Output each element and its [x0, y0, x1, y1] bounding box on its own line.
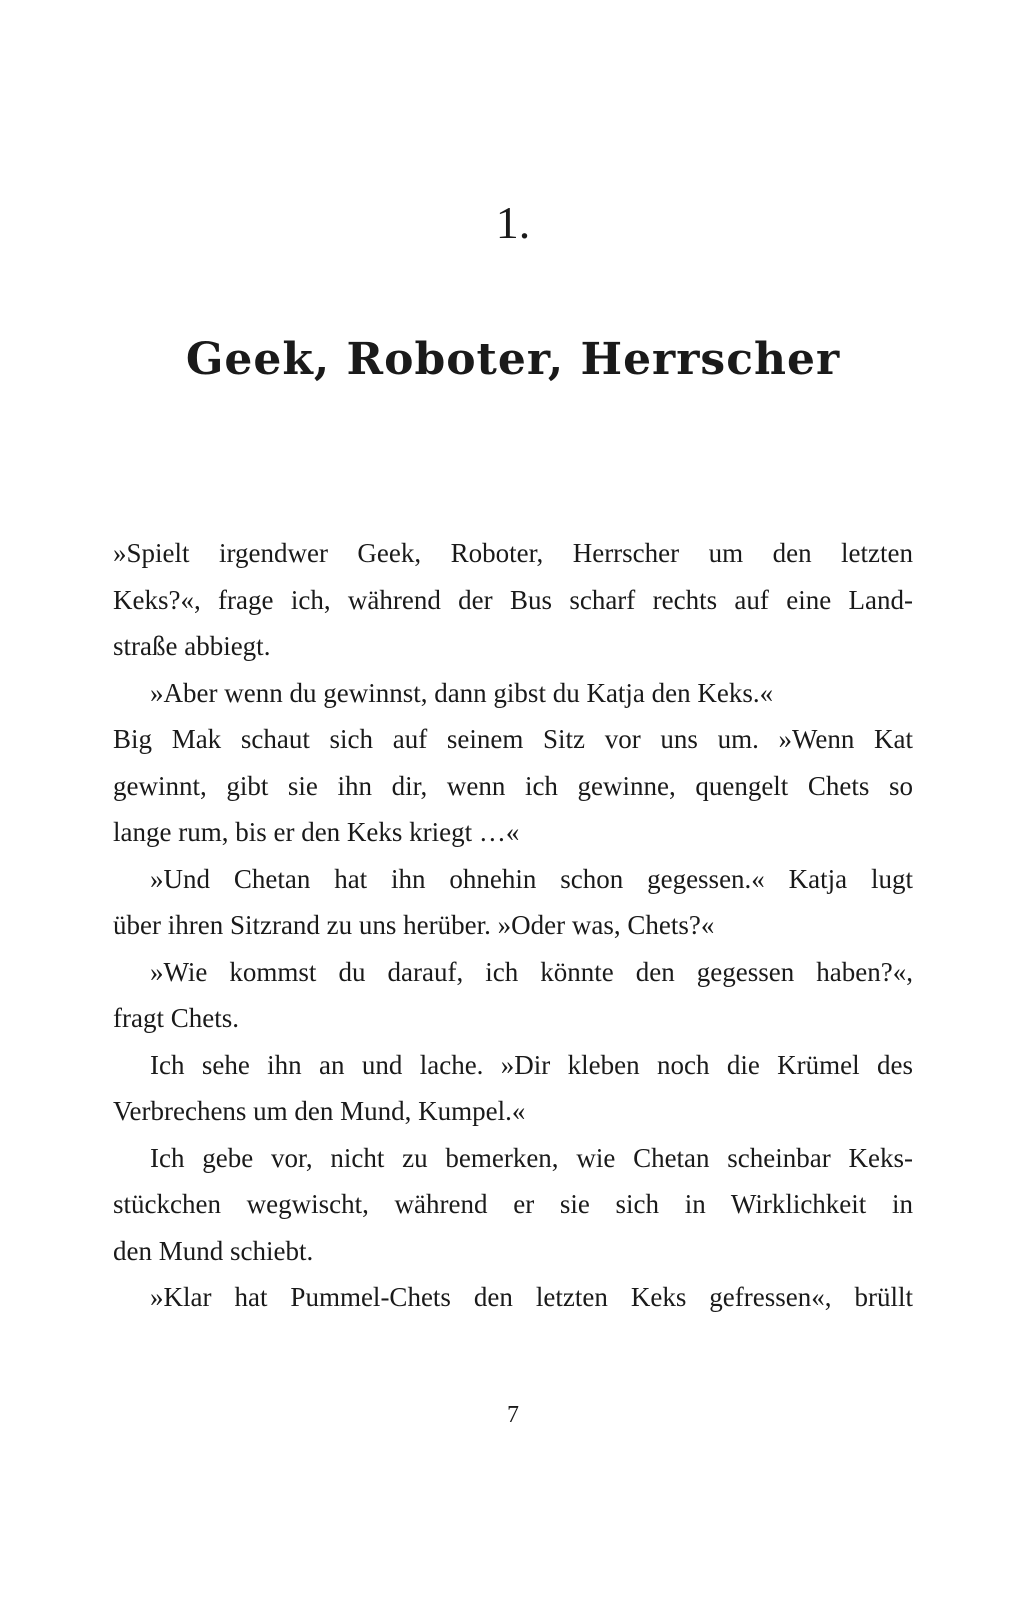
text-line: Big Mak schaut sich auf seinem Sitz vor uns um. »Wenn Kat — [113, 724, 913, 754]
text-line: Keks?«, frage ich, während der Bus scharf rechts auf eine Land- — [113, 584, 913, 615]
text-line: »Spielt irgendwer Geek, Roboter, Herrscher um den letzten — [113, 538, 913, 568]
text-line: fragt Chets. — [113, 1003, 239, 1033]
text-line: gewinnt, gibt sie ihn dir, wenn ich gewinne, quengelt Chets so — [113, 770, 913, 801]
text-line: straße abbiegt. — [113, 631, 271, 661]
chapter-number: 1. — [495, 197, 531, 248]
text-line: über ihren Sitzrand zu uns herüber. »Oder was, Chets?« — [113, 910, 715, 940]
text-line: »Klar hat Pummel-Chets den letzten Keks gefressen«, brüllt — [150, 1282, 913, 1312]
text-line: »Wie kommst du darauf, ich könnte den gegessen haben?«, — [150, 956, 913, 987]
page-number: 7 — [507, 1402, 519, 1428]
chapter-title: Geek, Roboter, Herrscher — [185, 334, 841, 385]
text-line: stückchen wegwischt, während er sie sich in Wirklichkeit in — [113, 1189, 913, 1219]
text-line: lange rum, bis er den Keks kriegt …« — [113, 817, 520, 847]
text-line: »Aber wenn du gewinnst, dann gibst du Katja den Keks.« — [150, 677, 774, 708]
text-line: Verbrechens um den Mund, Kumpel.« — [113, 1096, 526, 1126]
text-line: den Mund schiebt. — [113, 1235, 314, 1266]
text-line: Ich sehe ihn an und lache. »Dir kleben noch die Krümel des — [150, 1049, 913, 1080]
body-text — [113, 530, 913, 1321]
text-line: Ich gebe vor, nicht zu bemerken, wie Chetan scheinbar Keks- — [150, 1142, 913, 1173]
text-line: »Und Chetan hat ihn ohnehin schon gegessen.« Katja lugt — [150, 863, 913, 894]
